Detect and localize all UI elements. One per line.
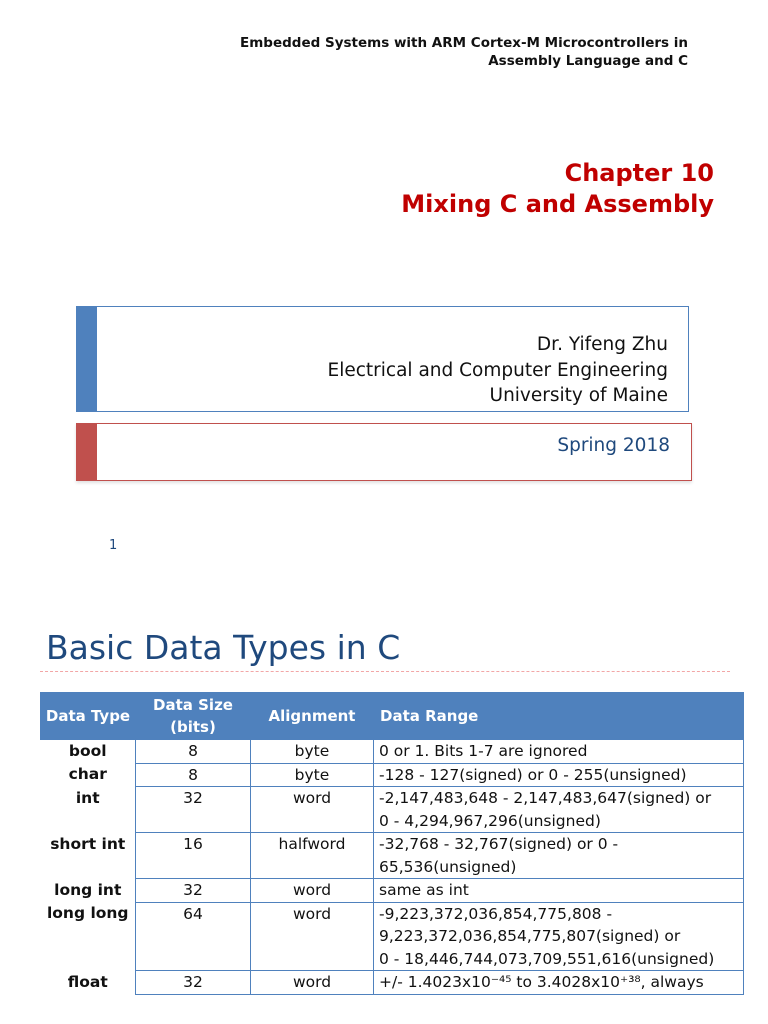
cell-range — [374, 787, 744, 833]
term-label: Spring 2018 — [557, 435, 670, 456]
cell-size: 8 — [136, 740, 251, 764]
cell-alignment: halfword — [251, 833, 374, 879]
book-title-line-2: Assembly Language and C — [488, 53, 688, 69]
slide-title: Basic Data Types in C — [46, 628, 401, 667]
data-types-slide — [0, 600, 768, 1024]
table-row — [41, 763, 744, 787]
cell-range-line-1: -2,147,483,648 - 2,147,483,647(signed) or — [379, 789, 712, 807]
cell-size: 32 — [136, 971, 251, 995]
author-box — [76, 306, 689, 412]
data-types-table-container — [40, 692, 743, 995]
author-university: University of Maine — [489, 385, 668, 406]
table-row — [41, 740, 744, 764]
cell-range-line-2: 0 - 18,446,744,073,709,551,616(unsigned) — [379, 949, 715, 968]
cell-range: -128 - 127(signed) or 0 - 255(unsigned) — [374, 763, 744, 787]
cell-range: 0 or 1. Bits 1-7 are ignored — [374, 740, 744, 764]
cell-alignment: byte — [251, 763, 374, 787]
term-box-accent-bar — [77, 424, 97, 480]
cell-type: bool — [41, 740, 136, 764]
title-divider — [40, 671, 730, 672]
table-row — [41, 879, 744, 903]
cell-size: 8 — [136, 763, 251, 787]
author-name: Dr. Yifeng Zhu — [536, 334, 668, 355]
column-header-alignment: Alignment — [251, 693, 374, 740]
chapter-number: Chapter 10 — [564, 159, 714, 187]
book-title-line-1: Embedded Systems with ARM Cortex-M Microcontrollers in — [240, 35, 688, 51]
author-box-accent-bar — [77, 307, 97, 411]
table-header-row — [41, 693, 744, 740]
cell-size: 32 — [136, 879, 251, 903]
column-header-data-size: Data Size (bits) — [136, 693, 251, 740]
cell-range: -32,768 - 32,767(signed) or 0 - 65,536(unsigned) — [374, 833, 744, 879]
cell-alignment: word — [251, 971, 374, 995]
table-row — [41, 902, 744, 971]
cell-range — [374, 902, 744, 971]
cell-range-line-2: 0 - 4,294,967,296(unsigned) — [379, 811, 601, 830]
cell-size: 16 — [136, 833, 251, 879]
column-header-data-type: Data Type — [41, 693, 136, 740]
data-types-table — [40, 692, 744, 995]
cell-size: 32 — [136, 787, 251, 833]
cell-range: +/- 1.4023x10⁻⁴⁵ to 3.4028x10⁺³⁸, always — [374, 971, 744, 995]
cell-alignment: word — [251, 879, 374, 903]
cell-type: short int — [41, 833, 136, 879]
column-header-data-range: Data Range — [374, 693, 744, 740]
book-title — [240, 34, 688, 70]
cell-alignment: word — [251, 787, 374, 833]
table-row — [41, 833, 744, 879]
cell-type: int — [41, 787, 136, 833]
cell-type: long int — [41, 879, 136, 903]
term-box — [76, 423, 692, 481]
table-row — [41, 787, 744, 833]
table-row — [41, 971, 744, 995]
chapter-title: Mixing C and Assembly — [401, 190, 714, 218]
cell-range: same as int — [374, 879, 744, 903]
cell-alignment: word — [251, 902, 374, 971]
cell-type: char — [41, 763, 136, 787]
cell-type: float — [41, 971, 136, 995]
cell-type: long long — [41, 902, 136, 971]
chapter-heading — [401, 158, 714, 220]
cell-alignment: byte — [251, 740, 374, 764]
author-info — [328, 332, 668, 409]
cell-size: 64 — [136, 902, 251, 971]
slide-number: 1 — [109, 538, 118, 553]
cell-range-line-1: -9,223,372,036,854,775,808 - 9,223,372,036,854,775,807(signed) or — [379, 904, 681, 945]
author-department: Electrical and Computer Engineering — [327, 359, 668, 381]
